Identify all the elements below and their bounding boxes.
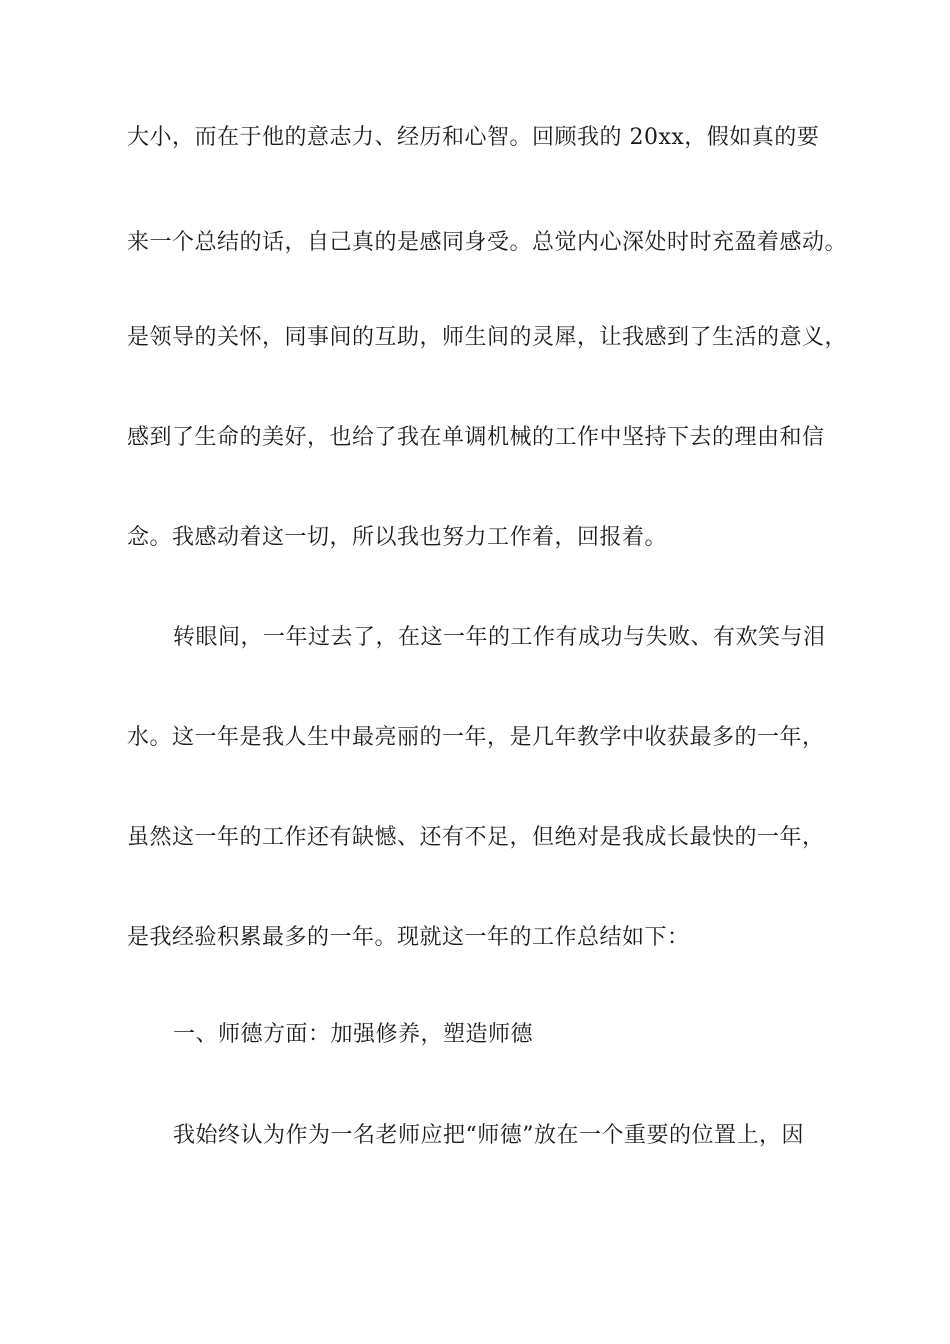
text-line: 来一个总结的话，自己真的是感同身受。总觉内心深处时时充盈着感动。 [127, 230, 848, 255]
text-line: 虽然这一年的工作还有缺憾、还有不足，但绝对是我成长最快的一年， [127, 825, 825, 850]
paragraph-start-line: 我始终认为作为一名老师应把“师德”放在一个重要的位置上，因 [173, 1123, 804, 1148]
text-line: 是我经验积累最多的一年。现就这一年的工作总结如下： [127, 925, 690, 950]
text-line: 感到了生命的美好，也给了我在单调机械的工作中坚持下去的理由和信 [127, 425, 825, 450]
text-line: 是领导的关怀，同事间的互助，师生间的灵犀，让我感到了生活的意义， [127, 325, 848, 350]
text-line: 念。我感动着这一切，所以我也努力工作着，回报着。 [127, 525, 668, 550]
text-line: 水。这一年是我人生中最亮丽的一年，是几年教学中收获最多的一年， [127, 725, 825, 750]
paragraph-start-line: 转眼间，一年过去了，在这一年的工作有成功与失败、有欢笑与泪 [173, 625, 826, 650]
text-line: 大小，而在于他的意志力、经历和心智。回顾我的 20xx，假如真的要 [127, 125, 820, 150]
section-heading: 一、师德方面：加强修养，塑造师德 [173, 1022, 534, 1047]
